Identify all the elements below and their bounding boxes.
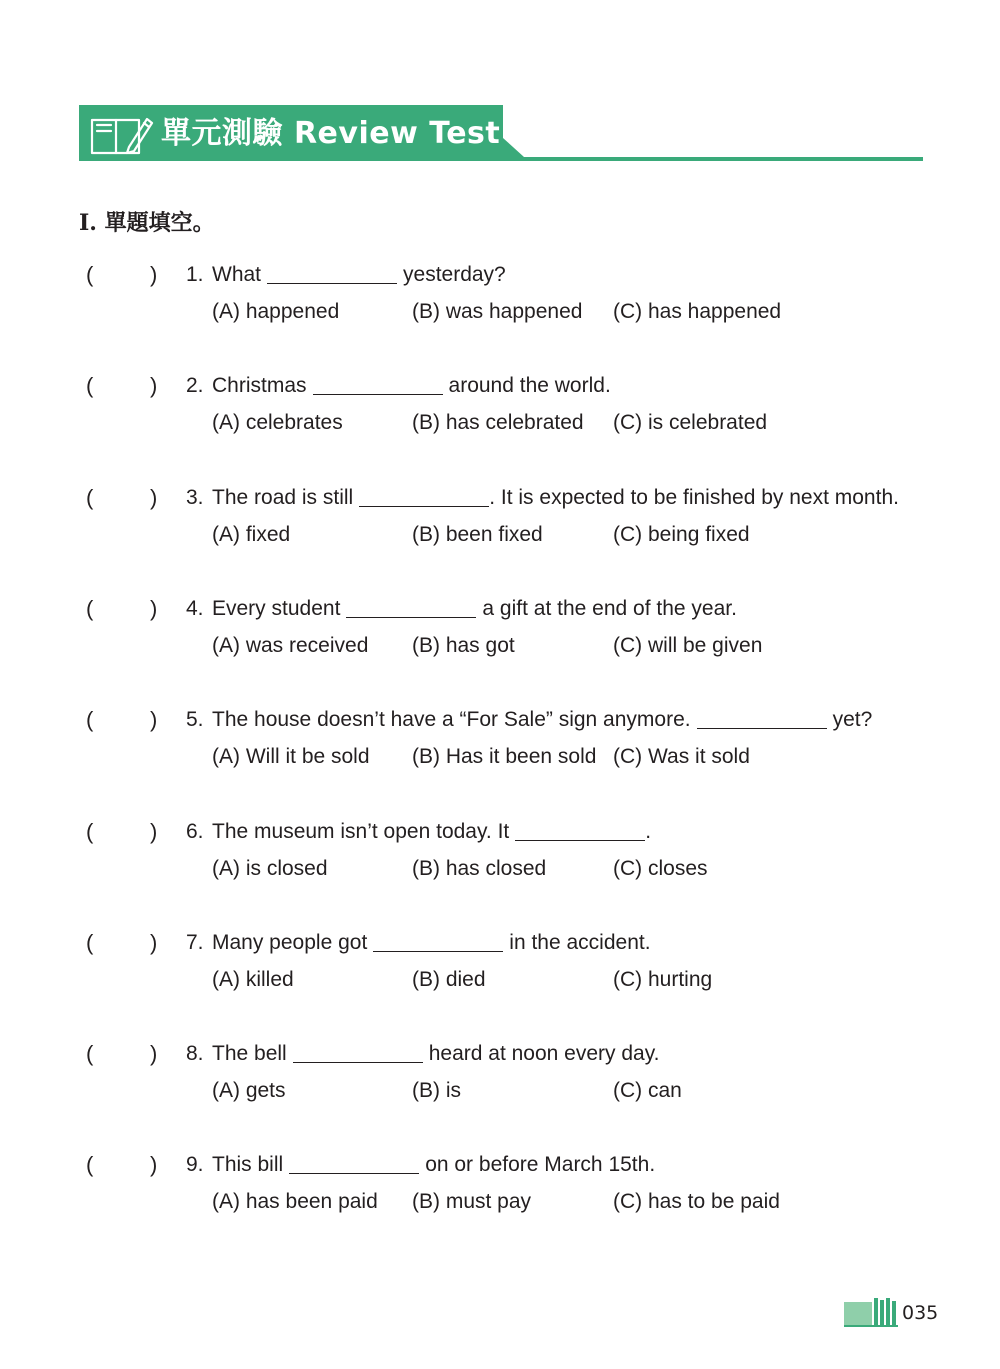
stem-after-blank: in the accident.: [509, 931, 651, 954]
stem-after-blank: around the world.: [448, 374, 611, 397]
stem-before-blank: This bill: [212, 1153, 284, 1176]
question-stem: [212, 595, 737, 623]
question-number: 6.: [186, 820, 204, 843]
question-item: [0, 929, 1000, 1009]
answer-paren-open[interactable]: (: [86, 596, 94, 621]
answer-blank[interactable]: [515, 839, 645, 841]
question-number: 8.: [186, 1042, 204, 1065]
section-heading: I. 單題填空。: [79, 210, 215, 236]
stem-before-blank: The bell: [212, 1042, 287, 1065]
answer-blank[interactable]: [346, 616, 476, 618]
option-a: (A) is closed: [212, 857, 328, 880]
stem-before-blank: Many people got: [212, 931, 368, 954]
question-item: [0, 261, 1000, 341]
stem-after-blank: on or before March 15th.: [425, 1153, 656, 1176]
answer-paren-open[interactable]: (: [86, 930, 94, 955]
question-number: 5.: [186, 708, 204, 731]
notebook-pencil-icon: [89, 111, 155, 159]
section-banner: [79, 105, 923, 163]
answer-paren-close[interactable]: ): [150, 819, 158, 844]
question-number: 1.: [186, 263, 204, 286]
option-c: (C) closes: [613, 857, 708, 880]
answer-blank[interactable]: [697, 727, 827, 729]
stem-before-blank: Every student: [212, 597, 341, 620]
stem-before-blank: The museum isn’t open today. It: [212, 820, 510, 843]
question-stem: [212, 484, 899, 512]
question-item: [0, 595, 1000, 675]
question-item: [0, 1151, 1000, 1231]
question-number: 9.: [186, 1153, 204, 1176]
answer-blank[interactable]: [373, 950, 503, 952]
option-a: (A) gets: [212, 1079, 286, 1102]
question-item: [0, 818, 1000, 898]
option-c: (C) has to be paid: [613, 1190, 780, 1213]
stem-after-blank: .: [645, 820, 652, 843]
option-c: (C) hurting: [613, 968, 713, 991]
question-number: 3.: [186, 486, 204, 509]
option-b: (B) is: [412, 1079, 461, 1102]
question-stem: [212, 929, 651, 957]
question-item: [0, 706, 1000, 786]
answer-paren-open[interactable]: (: [86, 373, 94, 398]
question-stem: [212, 706, 872, 734]
option-a: (A) fixed: [212, 523, 291, 546]
option-b: (B) was happened: [412, 300, 583, 323]
answer-paren-close[interactable]: ): [150, 1041, 158, 1066]
option-b: (B) has got: [412, 634, 515, 657]
option-a: (A) celebrates: [212, 411, 343, 434]
question-stem: [212, 1151, 655, 1179]
stem-after-blank: yet?: [832, 708, 873, 731]
option-a: (A) was received: [212, 634, 369, 657]
question-number: 2.: [186, 374, 204, 397]
question-item: [0, 1040, 1000, 1120]
option-b: (B) has closed: [412, 857, 547, 880]
answer-paren-open[interactable]: (: [86, 1152, 94, 1177]
answer-paren-open[interactable]: (: [86, 1041, 94, 1066]
answer-blank[interactable]: [313, 393, 443, 395]
answer-blank[interactable]: [293, 1061, 423, 1063]
books-icon: [844, 1298, 898, 1328]
option-c: (C) Was it sold: [613, 745, 750, 768]
stem-before-blank: The road is still: [212, 486, 354, 509]
question-number: 7.: [186, 931, 204, 954]
option-b: (B) has celebrated: [412, 411, 584, 434]
stem-after-blank: a gift at the end of the year.: [482, 597, 737, 620]
option-c: (C) can: [613, 1079, 682, 1102]
answer-blank[interactable]: [289, 1172, 419, 1174]
option-a: (A) Will it be sold: [212, 745, 370, 768]
option-a: (A) happened: [212, 300, 340, 323]
answer-paren-close[interactable]: ): [150, 485, 158, 510]
answer-paren-close[interactable]: ): [150, 707, 158, 732]
question-item: [0, 484, 1000, 564]
page-number: 035: [902, 1302, 939, 1324]
answer-paren-open[interactable]: (: [86, 485, 94, 510]
option-b: (B) been fixed: [412, 523, 543, 546]
question-stem: [212, 261, 506, 289]
answer-paren-close[interactable]: ): [150, 596, 158, 621]
option-c: (C) is celebrated: [613, 411, 768, 434]
option-b: (B) must pay: [412, 1190, 532, 1213]
stem-after-blank: heard at noon every day.: [428, 1042, 660, 1065]
option-b: (B) Has it been sold: [412, 745, 597, 768]
answer-paren-close[interactable]: ): [150, 930, 158, 955]
answer-paren-open[interactable]: (: [86, 707, 94, 732]
question-stem: [212, 372, 611, 400]
option-c: (C) has happened: [613, 300, 782, 323]
question-stem: [212, 818, 651, 846]
stem-after-blank: yesterday?: [403, 263, 506, 286]
banner-title: 單元測驗 Review Test: [161, 116, 501, 151]
stem-after-blank: . It is expected to be finished by next month.: [489, 486, 899, 509]
answer-blank[interactable]: [359, 505, 489, 507]
option-c: (C) being fixed: [613, 523, 750, 546]
question-number: 4.: [186, 597, 204, 620]
option-c: (C) will be given: [613, 634, 763, 657]
answer-paren-close[interactable]: ): [150, 262, 158, 287]
answer-paren-open[interactable]: (: [86, 262, 94, 287]
answer-paren-close[interactable]: ): [150, 373, 158, 398]
stem-before-blank: Christmas: [212, 374, 307, 397]
option-a: (A) killed: [212, 968, 294, 991]
question-stem: [212, 1040, 659, 1068]
answer-paren-close[interactable]: ): [150, 1152, 158, 1177]
option-a: (A) has been paid: [212, 1190, 378, 1213]
question-item: [0, 372, 1000, 452]
answer-paren-open[interactable]: (: [86, 819, 94, 844]
option-b: (B) died: [412, 968, 486, 991]
stem-before-blank: The house doesn’t have a “For Sale” sign anymore.: [212, 708, 691, 731]
answer-blank[interactable]: [267, 282, 397, 284]
stem-before-blank: What: [212, 263, 262, 286]
